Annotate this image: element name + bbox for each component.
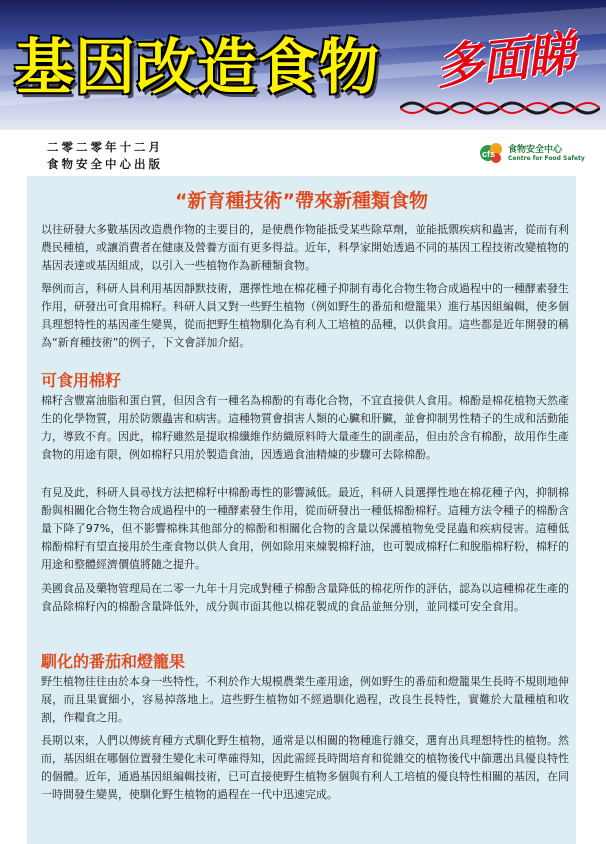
banner bbox=[0, 0, 606, 130]
banner-title: 基因改造食物 bbox=[14, 33, 380, 103]
publication-date: 二零二零年十二月 bbox=[47, 140, 163, 154]
cfs-logo-english: Centre for Food Safety bbox=[508, 155, 585, 162]
intro-paragraph-2: 舉例而言，科研人員利用基因靜默技術，選擇性地在棉花種子抑制有毒化合物生物合成過程中的一種酵素發生作用，研發出可食用棉籽。科研人員又對一些野生植物（例如野生的番茄和燈籠果）進行基因組編輯，使多個具理想特性的基因產生變異，從而把野生植物馴化為有利人工培植的品種，以供食用。這些都是近年開發的稱為“新育種技術”的例子，下文會詳加介紹。 bbox=[41, 282, 569, 349]
section2-paragraph-1: 野生植物往往由於本身一些特性，不利於作大規模農業生產用途，例如野生的番茄和燈籠果生長時不規則地伸展，而且果實細小，容易掉落地上。這些野生植物如不經過馴化過程，改良生長特性，實難於大量種植和收割，作糧食之用。 bbox=[41, 675, 569, 724]
section1-paragraph-3: 美國食品及藥物管理局在二零一九年十月完成對種子棉酚含量降低的棉花所作的評估，認為以這種棉花生產的食品除棉籽內的棉酚含量降低外，成分與市面其他以棉花製成的食品並無分別，並同樣可安全食用。 bbox=[41, 582, 569, 613]
series-title: 多面睇 bbox=[432, 25, 577, 97]
cfs-logo-chinese: 食物安全中心 bbox=[508, 145, 563, 155]
section1-paragraph-2: 有見及此，科研人員尋找方法把棉籽中棉酚毒性的影響減低。最近，科研人員選擇性地在棉花種子內，抑制棉酚與相關化合物生物合成過程中的一種酵素發生作用，從而研發出一種低棉酚棉籽。這種方法令種子的棉酚含量下降了97%，但不影響棉株其他部分的棉酚和相關化合物的含量以保護植物免受昆蟲和疾病侵害。這種低棉酚棉籽有望直接用於生產食物以供人食用，例如除用來煉製棉籽油，也可製成棉籽仁和脫脂棉籽粉，棉籽的用途和整體經濟價值將隨之提升。 bbox=[41, 486, 569, 571]
intro-paragraph-1: 以往研發大多數基因改造農作物的主要目的，是使農作物能抵受某些除草劑，並能抵禦疾病和蟲害，從而有利農民種植，或讓消費者在健康及營養方面有更多得益。近年，科學家開始透過不同的基因工程技術改變植物的基因表達或基因組成，以引入一些植物作為新種類食物。 bbox=[41, 223, 569, 272]
section2-paragraph-2: 長期以來，人們以傳統育種方式馴化野生植物，通常是以相關的物種進行雜交，選育出具理想特性的植物。然而，基因組在哪個位置發生變化未可準確得知，因此需經長時間培育和從雜交的植物後代中篩選出具優良特性的個體。近年，通過基因組編輯技術，已可直接使野生植物多個與有利人工培植的優良特性相關的基因，在同一時間發生變異，使馴化野生植物的過程在一代中迅速完成。 bbox=[41, 734, 569, 801]
cfs-logo-icon bbox=[478, 139, 506, 167]
cfs-logo bbox=[478, 139, 585, 169]
section-heading-domesticated: 馴化的番茄和燈籠果 bbox=[41, 652, 186, 671]
article-title: “新育種技術”帶來新種類食物 bbox=[175, 190, 428, 212]
dna-strand-graphic bbox=[400, 98, 600, 118]
section1-paragraph-1: 棉籽含豐富油脂和蛋白質，但因含有一種名為棉酚的有毒化合物，不宜直接供人食用。棉酚是棉花植物天然產生的化學物質，用於防禦蟲害和病害。這種物質會損害人類的心臟和肝臟，並會抑制男性精子的生成和活動能力，導致不育。因此，棉籽雖然是提取棉纖維作紡織原料時大量產生的副產品，但由於含有棉酚，故用作生產食物的用途有限，例如棉籽只用於製造食油，因透過食油精煉的步驟可去除棉酚。 bbox=[41, 394, 569, 461]
article-panel bbox=[27, 176, 576, 844]
section-heading-cottonseed: 可食用棉籽 bbox=[41, 371, 122, 390]
svg-text:cfs: cfs bbox=[482, 149, 496, 159]
publisher: 食物安全中心出版 bbox=[47, 157, 163, 171]
